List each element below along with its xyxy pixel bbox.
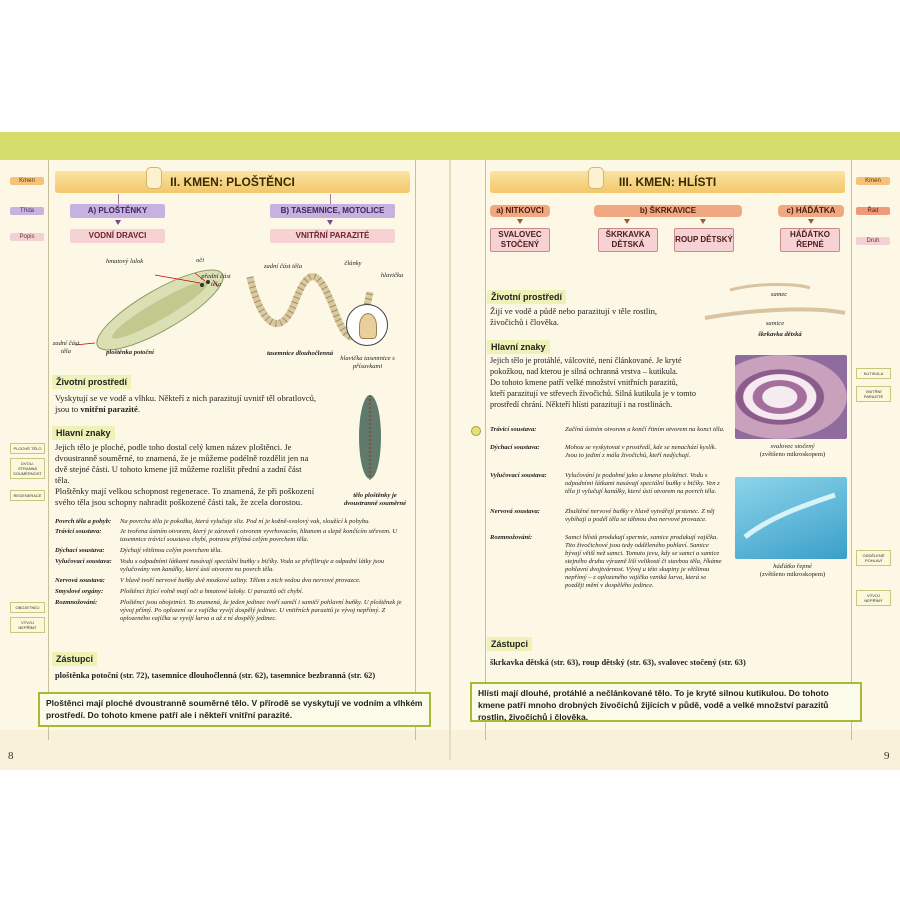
arrow-down-icon bbox=[327, 220, 333, 225]
class-a-box: A) PLOŠTĚNKY bbox=[70, 204, 165, 218]
sidenote-ploche: PLOCHÉ TĚLO bbox=[10, 443, 45, 454]
right-zivotni-header: Životní prostředí bbox=[487, 290, 566, 304]
definition-key: Nervová soustava: bbox=[55, 577, 105, 584]
caption-plostenka: ploštěnka potoční bbox=[106, 349, 154, 356]
definition-value: Zhuštěné nervové buňky v hlavě vytvářejí prstenec. Z něj vybíhají a podél těla se táhnou dva nervové provazce. bbox=[565, 508, 715, 523]
left-banner bbox=[55, 171, 410, 193]
sidenote-oddelene: ODDĚLENÉ POHLAVÍ bbox=[856, 550, 891, 566]
label-hlavicka: hlavička bbox=[380, 272, 404, 279]
left-zivotni-text: Vyskytují se ve vodě a vlhku. Někteří z nich parazitují uvnitř těl obratlovců, jsou to vnitřní parazité. bbox=[55, 393, 317, 414]
definition-key: Trávicí soustava: bbox=[55, 528, 102, 535]
right-znaky-header: Hlavní znaky bbox=[487, 340, 550, 354]
top-color-band bbox=[0, 132, 900, 160]
sidenote-parazite: VNITŘNÍ PARAZITÉ bbox=[856, 386, 891, 402]
definition-value: Samci hlístů produkují spermie, samice produkují vajíčka. Tito živočichové jsou tedy odděleného pohlaví. Samice bývají větší než samci. Tomuto jevu, kdy se samci a samice stejného druhu výrazně liší velikostí či stavbou těla, říkáme pohlavní dvojtvárnost. Vývoj u této skupiny je většinou nepřímý – z oplozeného vajíčka vzniká larva, která se později mění v dospělého jedince. bbox=[565, 534, 722, 589]
tag-rad: Řád bbox=[856, 207, 890, 215]
label-samice: samice bbox=[765, 320, 785, 327]
left-inner-line bbox=[415, 160, 416, 740]
left-margin-line bbox=[48, 160, 49, 740]
definition-key: Dýchací soustava: bbox=[490, 444, 540, 451]
micro-hadatko-image bbox=[735, 477, 847, 559]
right-zivotni-text: Žijí ve vodě a půdě nebo parazitují v těle rostlin, živočichů i člověka. bbox=[490, 306, 658, 327]
definition-key: Vylučovací soustava: bbox=[55, 558, 112, 565]
tag-popis: Popis bbox=[10, 233, 44, 241]
flatworm-small-illustration bbox=[355, 392, 385, 482]
worm-sign-icon bbox=[588, 167, 604, 189]
micro-svalovec-image bbox=[735, 355, 847, 439]
right-banner-title: III. KMEN: HLÍSTI bbox=[618, 175, 717, 189]
left-banner-title: II. KMEN: PLOŠTĚNCI bbox=[170, 175, 295, 189]
order-b-box: b) ŠKRKAVICE bbox=[594, 205, 742, 217]
tag-kmen-right: Kmen bbox=[856, 177, 890, 185]
species-roup: ROUP DĚTSKÝ bbox=[674, 228, 734, 252]
arrow-down-icon bbox=[517, 219, 523, 224]
label-predni: přední část těla bbox=[201, 273, 231, 288]
desc-a-box: VODNÍ DRAVCI bbox=[70, 229, 165, 243]
definition-value: Na povrchu těla je pokožka, která vylučuje sliz. Pod ní je kožně-svalový vak, sloužící k pohybu. bbox=[120, 518, 371, 525]
bullet-circle-icon bbox=[471, 426, 481, 436]
tag-trida: Třída bbox=[10, 207, 44, 215]
right-page-number: 9 bbox=[884, 750, 890, 762]
sidenote-vyvoj-left: VÝVOJ NEPŘÍMÝ bbox=[10, 617, 45, 633]
connector bbox=[330, 194, 331, 204]
definition-key: Povrch těla a pohyb: bbox=[55, 518, 112, 525]
right-margin-line bbox=[851, 160, 852, 740]
caption-svalovec: svalovec stočený (zvětšeno mikroskopem) bbox=[759, 443, 826, 458]
arrow-down-icon bbox=[700, 219, 706, 224]
label-samec: samec bbox=[770, 291, 788, 298]
tag-kmen-left: Kmen bbox=[10, 177, 44, 185]
definition-value: Ploštěnci jsou obojetníci. To znamená, že jeden jedinec tvoří samčí i samičí pohlavní buňky. U ploštěnek je vývoj přímý. Po oplození se z vajíčka vyvíjí dospělý jedinec. U vnitřních parazitů je vývoj nepřímý. Z oplozeného vajíčka se vyvíjí larva a až z ní dospělý jedinec. bbox=[120, 599, 402, 622]
left-znaky-text: Jejich tělo je ploché, podle toho dostal celý kmen název ploštěnci. Je dvoustranně souměrné, to znamená, že je můžeme podélně rozdělit jen na dvě stejné části. U tohoto kmene již můžeme rozlišit přední a zadní část těla. Ploštěnky mají velkou schopnost regenerace. To znamená, že při poškození svého těla jsou schopny nahradit poškozené části tak, že zcela dorostou. bbox=[55, 442, 315, 507]
sidenote-regenerace: REGENERACE bbox=[10, 490, 45, 501]
definition-value: Dýchají většinou celým povrchem těla. bbox=[120, 547, 223, 554]
sidenote-dvoustranna: DVOU-STRANNÁ SOUMĚRNOST bbox=[10, 458, 45, 479]
order-a-box: a) NITKOVCI bbox=[490, 205, 550, 217]
scolex-zoom-circle bbox=[346, 304, 388, 346]
caption-hlavicka: hlavička tasemnice s přísavkami bbox=[340, 355, 395, 370]
label-zadni: zadní část těla bbox=[52, 340, 80, 355]
book-gutter bbox=[449, 160, 451, 760]
arrow-down-icon bbox=[115, 220, 121, 225]
right-summary-box: Hlísti mají dlouhé, protáhlé a nečlánkované tělo. To je kryté silnou kutikulou. Do tohoto kmene patří mnoho drobných živočichů žijících v půdě, vodě a velké množství parazitů rostlin, živočichů i člověka. bbox=[470, 682, 862, 722]
tag-druh: Druh bbox=[856, 237, 890, 245]
desc-b-box: VNITŘNÍ PARAZITÉ bbox=[270, 229, 395, 243]
definition-key: Rozmnožování: bbox=[55, 599, 98, 606]
connector bbox=[118, 194, 119, 204]
sidenote-kutikula: KUTIKULA bbox=[856, 368, 891, 379]
right-inner-line bbox=[485, 160, 486, 740]
definition-value: Je tvořena ústním otvorem, který je zároveň i otvorem vyvrhovacím, hltanem a slepě končícím střevem. U tasemnice trávicí soustava chybí, potravu přijímá celým povrchem těla. bbox=[120, 528, 398, 543]
sidenote-vyvoj-right: VÝVOJ NEPŘÍMÝ bbox=[856, 590, 891, 606]
right-banner bbox=[490, 171, 845, 193]
left-zastupci-header: Zástupci bbox=[52, 652, 97, 666]
definition-key: Rozmnožování: bbox=[490, 534, 533, 541]
caption-telo: tělo ploštěnky je dvoustranně souměrné bbox=[343, 492, 407, 507]
left-zastupci-text: ploštěnka potoční (str. 72), tasemnice dlouhočlenná (str. 62), tasemnice bezbranná (str. 62) bbox=[55, 671, 376, 680]
definition-value: Ploštěnci žijící volně mají oči a hmatové laloky. U parazitů oči chybí. bbox=[120, 588, 304, 595]
definition-key: Dýchací soustava: bbox=[55, 547, 105, 554]
species-svalovec: SVALOVEC STOČENÝ bbox=[490, 228, 550, 252]
label-oci: oči bbox=[195, 257, 205, 264]
right-zastupci-header: Zástupci bbox=[487, 637, 532, 651]
worm-sign-icon bbox=[146, 167, 162, 189]
caption-tasemnice: tasemnice dlouhočlenná bbox=[266, 350, 334, 357]
definition-key: Vylučovací soustava: bbox=[490, 472, 547, 479]
left-summary-box: Ploštěnci mají ploché dvoustranně souměrné tělo. V přírodě se vyskytují ve vodním a vlhkém prostředí. Do tohoto kmene patří ale i někteří vnitřní parazité. bbox=[38, 692, 431, 727]
class-b-box: B) TASEMNICE, MOTOLICE bbox=[270, 204, 395, 218]
definition-key: Smyslové orgány: bbox=[55, 588, 104, 595]
species-hadatko: HÁĎÁTKO ŘEPNÉ bbox=[780, 228, 840, 252]
left-page-number: 8 bbox=[8, 750, 14, 762]
sidenote-obojetnici: OBOJETNÍCI bbox=[10, 602, 45, 613]
left-zivotni-header: Životní prostředí bbox=[52, 375, 131, 389]
right-znaky-text: Jejich tělo je protáhlé, válcovité, není článkované. Je kryté pokožkou, nad kterou je silná ochranná vrstva – kutikula. Do tohoto kmene patří velké množství vnitřních parazitů, kteří parazitují ve střevech živočichů. Silná kutikula je v tomto prostředí chrání. Někteří hlísti parazitují i na rostlinách. bbox=[490, 356, 696, 409]
label-clanky: články bbox=[344, 260, 362, 267]
definition-value: Vylučování je podobné jako u kmene ploštěnci. Vodu s odpadními látkami nasávají speciální buňky s bičíky. Ven z těla ji vylučují kanálky, které ústí otvorem na povrch těla. bbox=[565, 472, 720, 495]
caption-hadatko: háďátko řepné (zvětšeno mikroskopem) bbox=[759, 563, 826, 578]
arrow-down-icon bbox=[624, 219, 630, 224]
left-znaky-header: Hlavní znaky bbox=[52, 426, 115, 440]
caption-skrkavka: škrkavka dětská bbox=[758, 331, 802, 338]
label-zadni-tasemnice: zadní část těla bbox=[263, 263, 303, 270]
label-hmatovy: hmatový lalok bbox=[106, 258, 144, 265]
definition-value: Mohou se vyskytovat v prostředí, kde se nenachází kyslík. Jsou to jediní z mála živočichů, kteří nedýchají. bbox=[565, 444, 717, 459]
definition-key: Trávicí soustava: bbox=[490, 426, 537, 433]
order-c-box: c) HÁĎÁTKA bbox=[778, 205, 844, 217]
definition-value: Začíná ústním otvorem a končí řitním otvorem na konci těla. bbox=[565, 426, 725, 433]
right-zastupci-text: škrkavka dětská (str. 63), roup dětský (str. 63), svalovec stočený (str. 63) bbox=[490, 658, 746, 667]
definition-value: Vodu s odpadními látkami nasávají speciální buňky s bičíky. Voda se přefiltruje a odpadní látky jsou vylučovány ven kanálky, které ústí otvorem na povrch těla. bbox=[120, 558, 385, 573]
species-skrkavka: ŠKRKAVKA DĚTSKÁ bbox=[598, 228, 658, 252]
arrow-down-icon bbox=[808, 219, 814, 224]
definition-value: V hlavě tvoří nervové buňky dvě mozkové uzliny. Tělem z nich vedou dva nervové provazce. bbox=[120, 577, 361, 584]
definition-key: Nervová soustava: bbox=[490, 508, 540, 515]
